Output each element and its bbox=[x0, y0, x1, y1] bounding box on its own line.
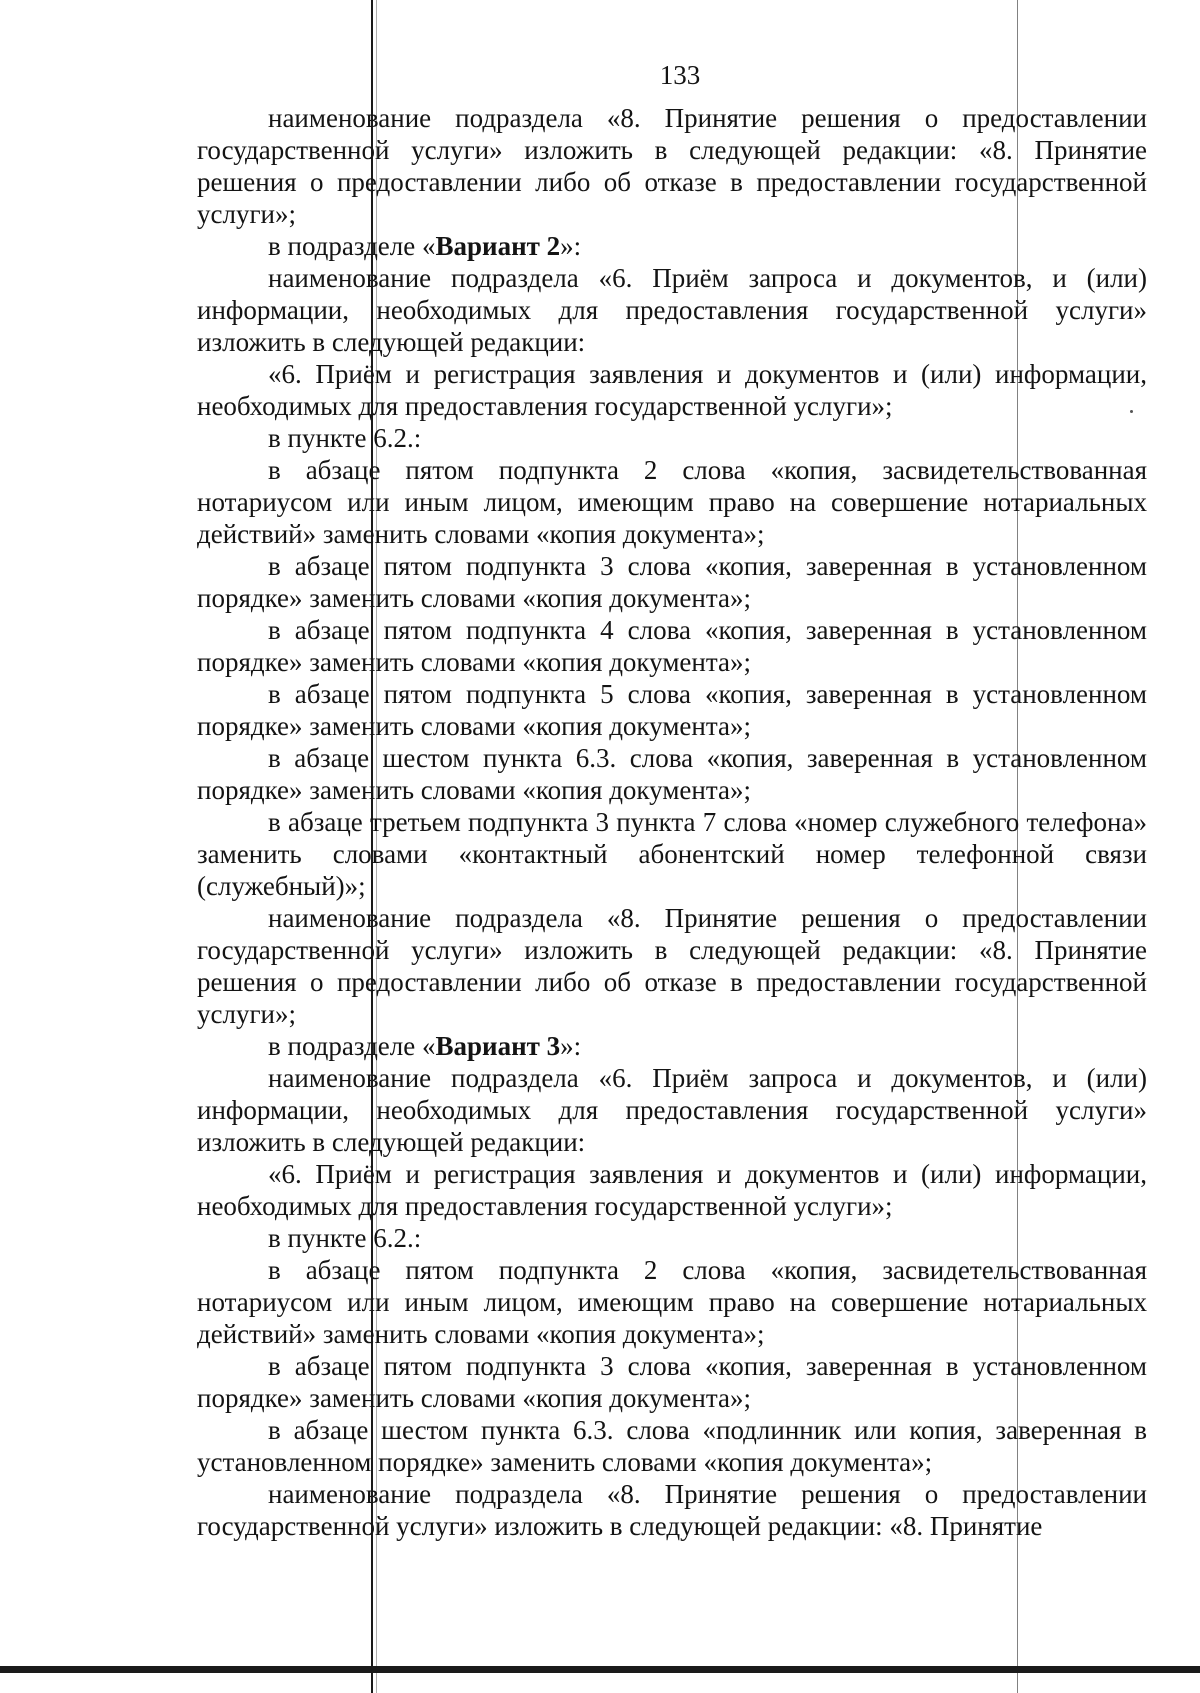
paragraph: в пункте 6.2.: bbox=[268, 1223, 422, 1253]
paragraph: «6. Приём и регистрация заявления и документов и (или) информации, необходимых для предоставления государственной услуги»; bbox=[197, 359, 1147, 421]
variant-label: Вариант 3 bbox=[435, 1031, 561, 1061]
paragraph-subsection-heading: в подразделе «Вариант 2»: bbox=[268, 231, 582, 261]
paragraph: в пункте 6.2.: bbox=[268, 423, 422, 453]
paragraph: в абзаце пятом подпункта 4 слова «копия, заверенная в установленном порядке» заменить словами «копия документа»; bbox=[197, 615, 1147, 677]
paragraph: наименование подраздела «8. Принятие решения о предоставлении государственной услуги» изложить в следующей редакции: «8. Принятие bbox=[197, 1479, 1147, 1541]
paragraph: в абзаце третьем подпункта 3 пункта 7 слова «номер служебного телефона» заменить словами «контактный абонентский номер телефонной связи (служебный)»; bbox=[197, 807, 1147, 901]
paragraph: наименование подраздела «6. Приём запроса и документов, и (или) информации, необходимых для предоставления государственной услуги» изложить в следующей редакции: bbox=[197, 263, 1147, 357]
paragraph: в абзаце шестом пункта 6.3. слова «подлинник или копия, заверенная в установленном порядке» заменить словами «копия документа»; bbox=[197, 1415, 1147, 1477]
paragraph: в абзаце пятом подпункта 3 слова «копия, заверенная в установленном порядке» заменить словами «копия документа»; bbox=[197, 551, 1147, 613]
document-body bbox=[197, 102, 1147, 1542]
scan-artifact-bottom-edge bbox=[0, 1666, 1200, 1673]
paragraph: в абзаце пятом подпункта 2 слова «копия, засвидетельствованная нотариусом или иным лицом, имеющим право на совершение нотариальных действий» заменить словами «копия документа»; bbox=[197, 1255, 1147, 1349]
paragraph-subsection-heading: в подразделе «Вариант 3»: bbox=[268, 1031, 582, 1061]
paragraph: в абзаце пятом подпункта 5 слова «копия, заверенная в установленном порядке» заменить словами «копия документа»; bbox=[197, 679, 1147, 741]
paragraph: наименование подраздела «8. Принятие решения о предоставлении государственной услуги» изложить в следующей редакции: «8. Принятие решения о предоставлении либо об отказе в предоставлении государственной услуги»; bbox=[197, 103, 1147, 229]
paragraph: «6. Приём и регистрация заявления и документов и (или) информации, необходимых для предоставления государственной услуги»; bbox=[197, 1159, 1147, 1221]
page-number: 133 bbox=[659, 60, 701, 90]
paragraph: в абзаце пятом подпункта 2 слова «копия, засвидетельствованная нотариусом или иным лицом, имеющим право на совершение нотариальных действий» заменить словами «копия документа»; bbox=[197, 455, 1147, 549]
variant-label: Вариант 2 bbox=[435, 231, 561, 261]
paragraph: в абзаце шестом пункта 6.3. слова «копия, заверенная в установленном порядке» заменить словами «копия документа»; bbox=[197, 743, 1147, 805]
paragraph: в абзаце пятом подпункта 3 слова «копия, заверенная в установленном порядке» заменить словами «копия документа»; bbox=[197, 1351, 1147, 1413]
paragraph: наименование подраздела «6. Приём запроса и документов, и (или) информации, необходимых для предоставления государственной услуги» изложить в следующей редакции: bbox=[197, 1063, 1147, 1157]
paragraph: наименование подраздела «8. Принятие решения о предоставлении государственной услуги» изложить в следующей редакции: «8. Принятие решения о предоставлении либо об отказе в предоставлении государственной услуги»; bbox=[197, 903, 1147, 1029]
